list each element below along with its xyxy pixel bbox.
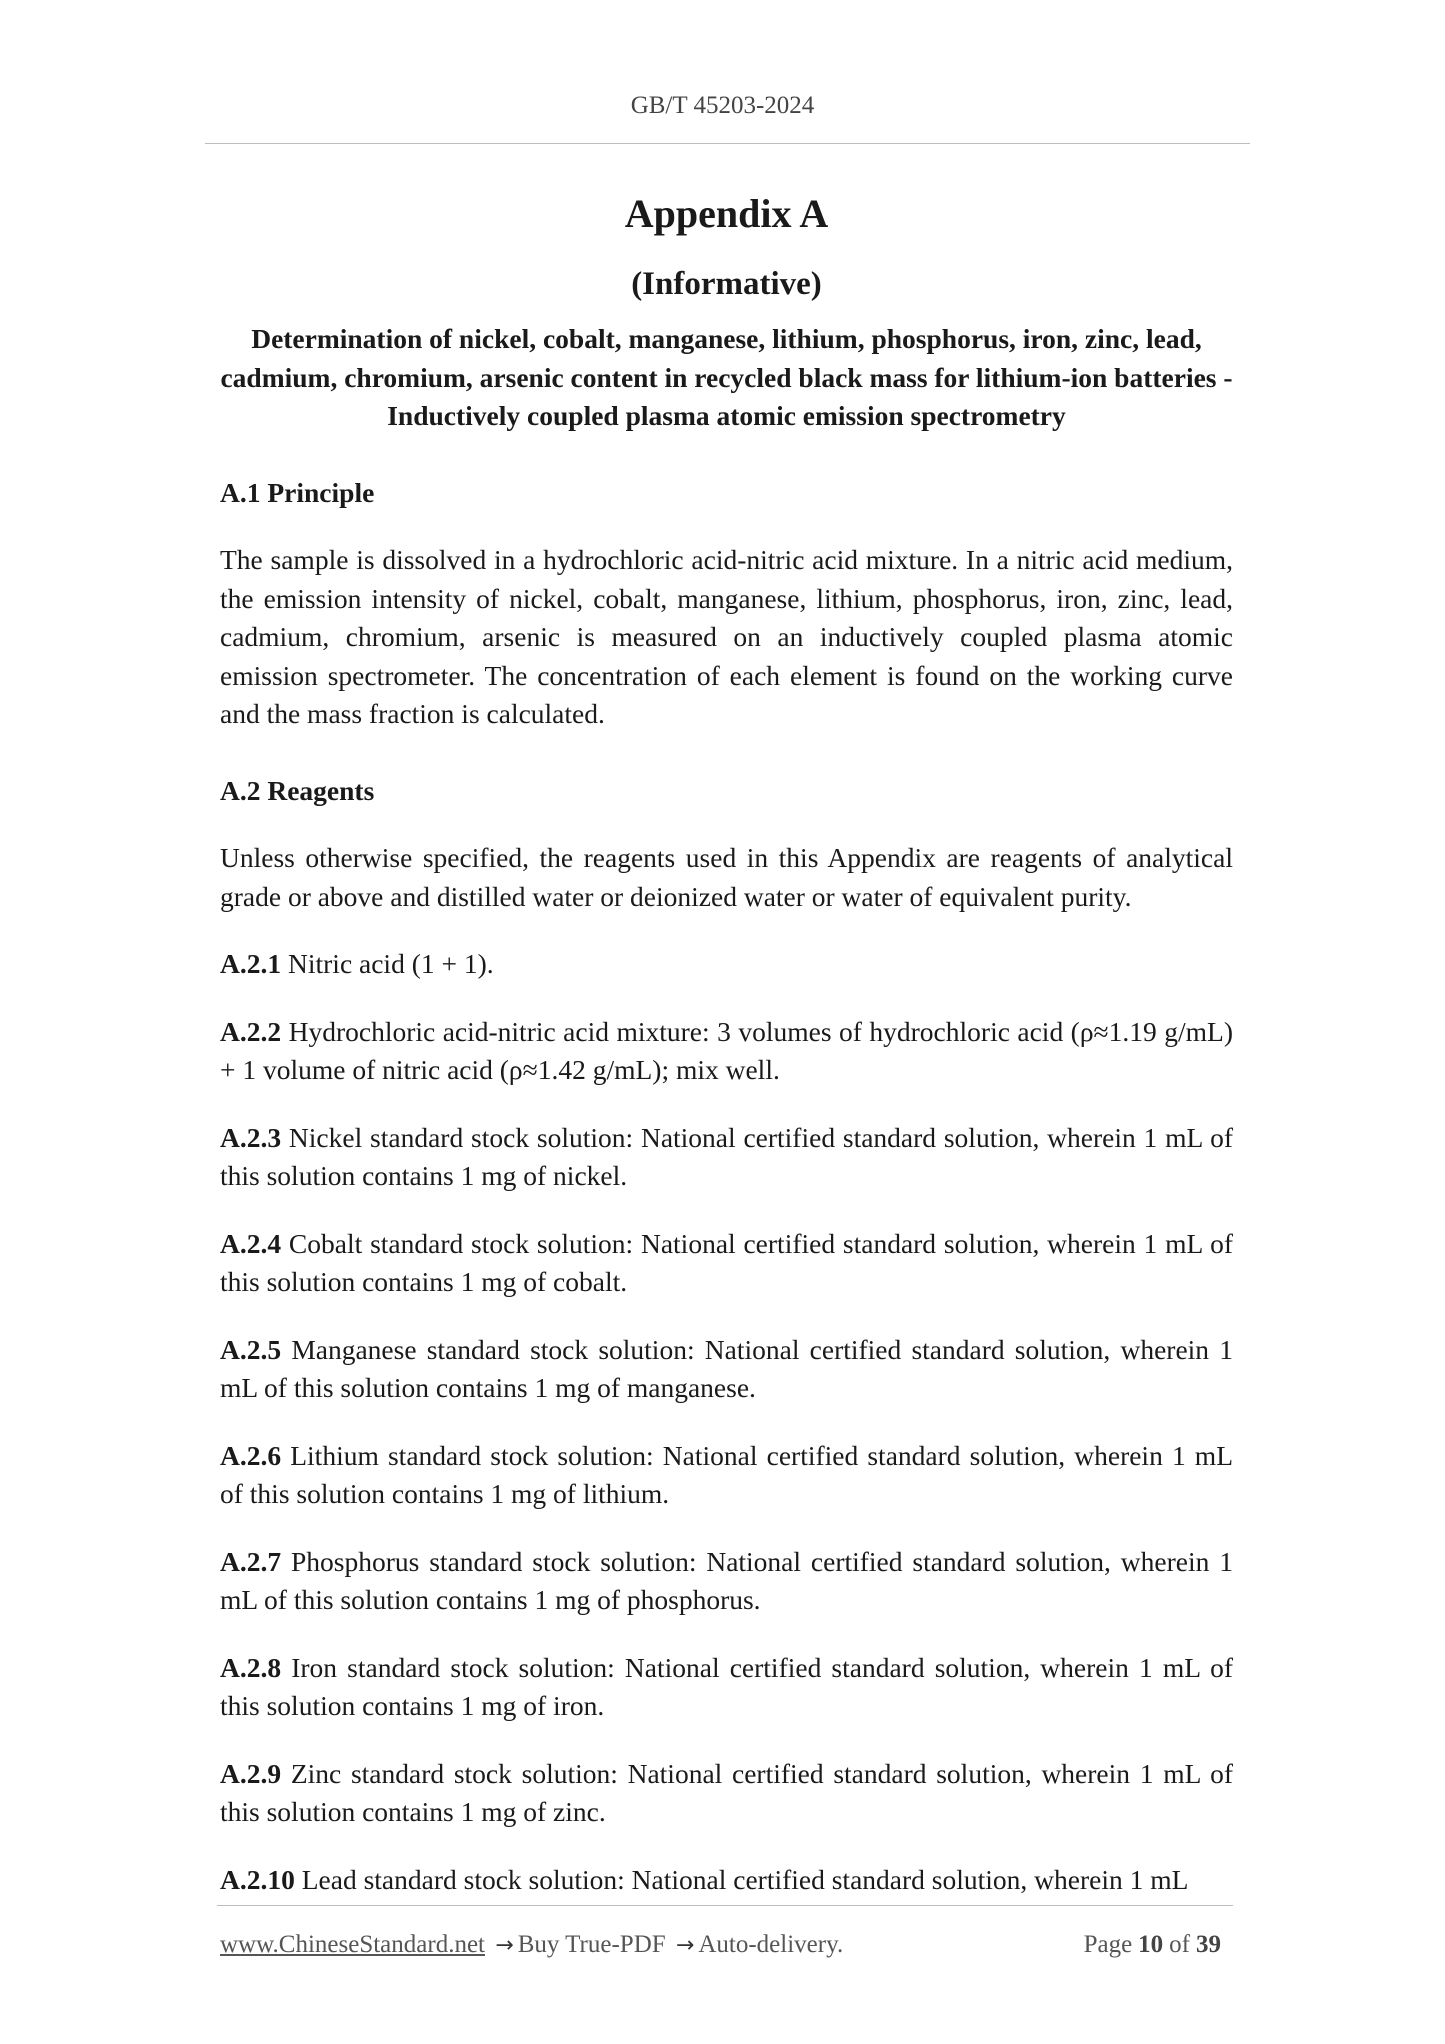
appendix-caption: Determination of nickel, cobalt, manganese, lithium, phosphorus, iron, zinc, lead, cadmium, chromium, arsenic content in recycled black mass for lithium-ion batteries - Inductively coupled plasma atomic emission spectrometry: [220, 323, 1233, 431]
reagent-number: A.2.6: [220, 1439, 282, 1471]
reagent-text: Lithium standard stock solution: National certified standard solution, wherein 1 mL of this solution contains 1 mg of lithium.: [220, 1439, 1233, 1509]
reagent-number: A.2.8: [220, 1651, 282, 1683]
page-label: Page: [1083, 1931, 1133, 1958]
reagent-number: A.2.1: [220, 948, 282, 979]
reagent-item: [220, 1437, 1233, 1514]
principle-paragraph: The sample is dissolved in a hydrochloric acid-nitric acid mixture. In a nitric acid medium, the emission intensity of nickel, cobalt, manganese, lithium, phosphorus, iron, zinc, lead, cadmium, chromium, arsenic is measured on an inductively coupled plasma atomic emission spectrometer. The concentration of each element is found on the working curve and the mass fraction is calculated.: [220, 544, 1233, 729]
page-body: [220, 188, 1233, 1899]
section-heading-principle: A.1 Principle: [220, 476, 375, 508]
reagent-text: Manganese standard stock solution: National certified standard solution, wherein 1 mL of this solution contains 1 mg of manganese.: [220, 1333, 1233, 1403]
reagent-item: [220, 1543, 1233, 1620]
footer-promo: [220, 1928, 843, 1963]
website-link[interactable]: www.ChineseStandard.net: [220, 1931, 485, 1958]
reagent-text: Zinc standard stock solution: National certified standard solution, wherein 1 mL of this solution contains 1 mg of zinc.: [220, 1757, 1233, 1827]
reagent-number: A.2.2: [220, 1015, 282, 1047]
reagent-item: [220, 1119, 1233, 1196]
section-heading-reagents: A.2 Reagents: [220, 774, 375, 806]
reagent-number: A.2.4: [220, 1227, 282, 1259]
reagent-number: A.2.9: [220, 1757, 282, 1789]
reagent-number: A.2.10: [220, 1863, 295, 1895]
reagent-text: Nitric acid (1 + 1).: [281, 948, 494, 979]
reagents-intro-paragraph: Unless otherwise specified, the reagents used in this Appendix are reagents of analytical grade or above and distilled water or deionized water or water of equivalent purity.: [220, 842, 1233, 912]
reagent-item: [220, 1861, 1233, 1900]
reagent-number: A.2.3: [220, 1121, 282, 1153]
reagent-text: Iron standard stock solution: National certified standard solution, wherein 1 mL of this solution contains 1 mg of iron.: [220, 1651, 1233, 1721]
reagent-text: Nickel standard stock solution: National certified standard solution, wherein 1 mL of this solution contains 1 mg of nickel.: [220, 1121, 1233, 1191]
appendix-title: Appendix A: [624, 191, 829, 236]
arrow-right-icon: →: [675, 1933, 695, 1958]
reagent-text: Phosphorus standard stock solution: National certified standard solution, wherein 1 mL of this solution contains 1 mg of phosphorus.: [220, 1545, 1233, 1615]
of-label: of: [1169, 1931, 1190, 1958]
reagent-text: Lead standard stock solution: National certified standard solution, wherein 1 mL: [294, 1863, 1189, 1895]
reagent-item: [220, 945, 1233, 984]
appendix-subtitle: (Informative): [631, 266, 822, 302]
reagent-item: [220, 1013, 1233, 1090]
reagent-item: [220, 1755, 1233, 1832]
total-pages-number: 39: [1196, 1931, 1221, 1958]
page-indicator: [1084, 1928, 1227, 1962]
reagent-item: [220, 1225, 1233, 1302]
reagent-item: [220, 1331, 1233, 1408]
reagent-item: [220, 1649, 1233, 1726]
reagent-number: A.2.5: [220, 1333, 282, 1365]
current-page-number: 10: [1138, 1931, 1164, 1958]
arrow-right-icon: →: [495, 1933, 514, 1958]
footer-divider: [217, 1905, 1233, 1906]
reagent-number: A.2.7: [220, 1545, 282, 1577]
document-id-header: GB/T 45203-2024: [630, 92, 815, 119]
reagent-text: Cobalt standard stock solution: National certified standard solution, wherein 1 mL of this solution contains 1 mg of cobalt.: [220, 1227, 1233, 1297]
buy-true-pdf-text: Buy True-PDF: [517, 1931, 666, 1958]
auto-delivery-text: Auto-delivery.: [698, 1931, 844, 1958]
reagent-text: Hydrochloric acid-nitric acid mixture: 3 volumes of hydrochloric acid (ρ≈1.19 g/mL) + 1 volume of nitric acid (ρ≈1.42 g/mL); mix well.: [220, 1015, 1233, 1085]
header-divider: [205, 143, 1250, 144]
